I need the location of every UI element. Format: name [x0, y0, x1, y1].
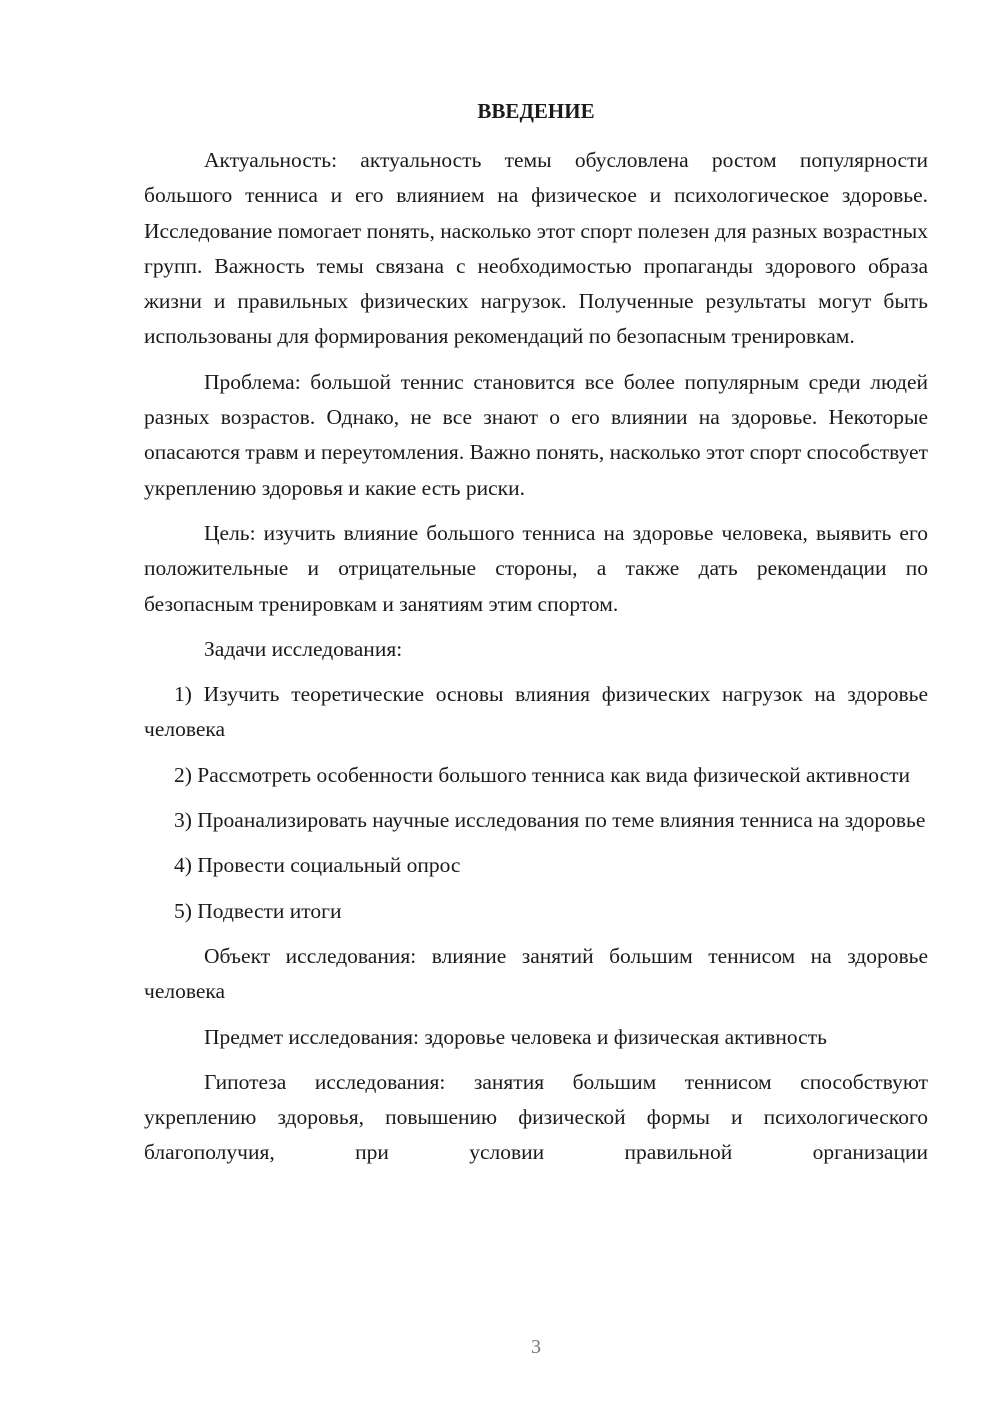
paragraph-relevance: Актуальность: актуальность темы обусловлена ростом популярности большого тенниса и его влиянием на физическое и психологическое здоровье. Исследование помогает понять, насколько этот спорт полезен для разных возрастных групп. Важность темы связана с необходимостью пропаганды здорового образа жизни и правильных физических нагрузок. Полученные результаты могут быть использованы для формирования рекомендаций по безопасным тренировкам.	[144, 148, 928, 349]
paragraph-object: Объект исследования: влияние занятий большим теннисом на здоровье человека	[144, 943, 928, 1004]
section-title: ВВЕДЕНИЕ	[477, 99, 595, 123]
tasks-heading: Задачи исследования:	[204, 636, 403, 661]
document-body	[144, 143, 928, 1181]
page-number: 3	[531, 1336, 541, 1358]
task-item-1: 1) Изучить теоретические основы влияния физических нагрузок на здоровье человека	[144, 682, 928, 742]
task-item-4: 4) Провести социальный опрос	[174, 853, 461, 878]
paragraph-goal: Цель: изучить влияние большого тенниса на здоровье человека, выявить его положительные и отрицательные стороны, а также дать рекомендации по безопасным тренировкам и занятиям этим спортом.	[144, 520, 928, 616]
task-item-5: 5) Подвести итоги	[174, 898, 342, 923]
task-item-3: 3) Проанализировать научные исследования по теме влияния тенниса на здоровье	[174, 808, 926, 833]
task-item-2: 2) Рассмотреть особенности большого тенниса как вида физической активности	[174, 762, 911, 787]
paragraph-hypothesis: Гипотеза исследования: занятия большим теннисом способствуют укреплению здоровья, повышению физической формы и психологического благополучия, при условии правильной организации	[144, 1069, 928, 1165]
paragraph-problem: Проблема: большой теннис становится все более популярным среди людей разных возрастов. Однако, не все знают о его влиянии на здоровье. Некоторые опасаются травм и переутомления. Важно понять, насколько этот спорт способствует укреплению здоровья и какие есть риски.	[144, 369, 928, 500]
document-page	[144, 0, 928, 1414]
paragraph-subject: Предмет исследования: здоровье человека и физическая активность	[204, 1024, 827, 1049]
